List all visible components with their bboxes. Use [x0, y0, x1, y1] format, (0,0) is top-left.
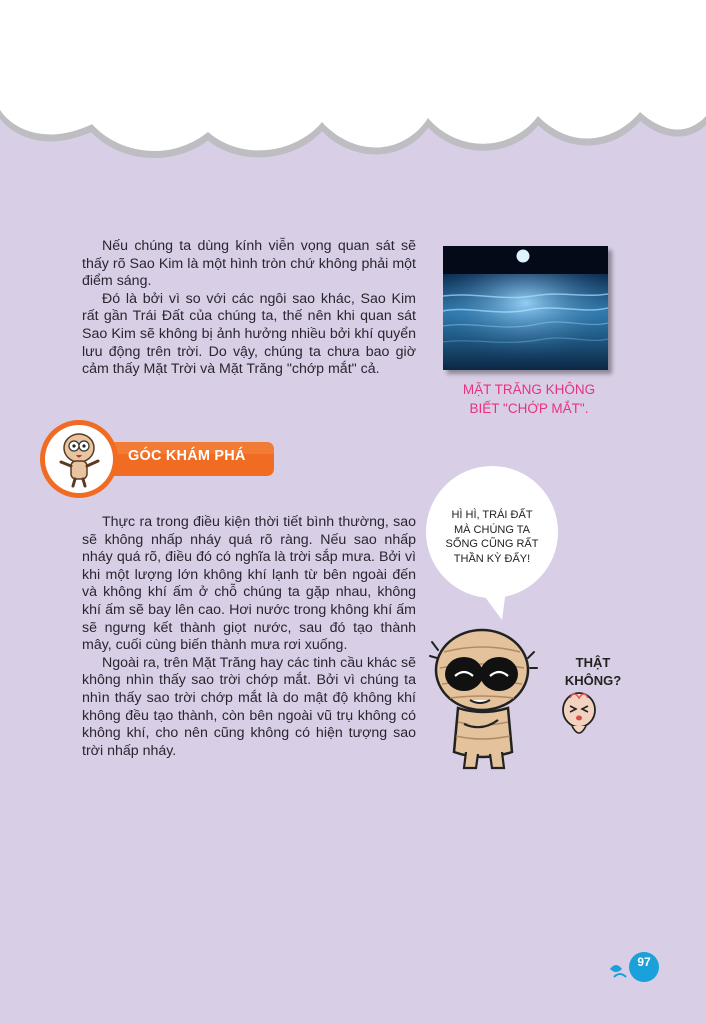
- bubble-line: THẦN KỲ ĐẤY!: [453, 552, 531, 565]
- paragraph: Ngoài ra, trên Mặt Trăng hay các tinh cầu khác sẽ không nhìn thấy sao trời chớp mắt. Bởi vì chúng ta nhìn thấy sao trời chớp mắt là do mật độ không khí không đều tạo thành, còn bên ngoài vũ trụ không có không khí, cho nên cũng không có hiện tượng sao trời nhấp nháy.: [82, 654, 416, 759]
- section-badge-label: GÓC KHÁM PHÁ: [128, 448, 246, 464]
- paragraph: Thực ra trong điều kiện thời tiết bình thường, sao sẽ không nhấp nháy quá rõ ràng. Nếu sao nhấp nháy quá rõ, điều đó có nghĩa là trời sắp mưa. Bởi vì khi một lượng lớn không khí lạnh từ bên ngoài đến và không khí ấm ở chỗ chúng ta gặp nhau, không khí ấm sẽ bay lên cao. Hơi nước trong không khí ấm sẽ ngưng kết thành giọt nước, sau đó tạo thành mây, cuối cùng biến thành mưa rơi xuống.: [82, 514, 416, 654]
- mummy-character: [424, 612, 609, 777]
- moon-over-sea-image: [443, 246, 608, 370]
- cloud-border: [0, 0, 706, 175]
- speech-bubble-text: [432, 508, 552, 566]
- paragraph: Đó là bởi vì so với các ngôi sao khác, Sao Kim rất gần Trái Đất của chúng ta, thế nên khi quan sát Sao Kim sẽ không bị ảnh hưởng nhiều bởi khí quyển lưu động trên trời. Do vậy, chúng ta chưa bao giờ cảm thấy Mặt Trời và Mặt Trăng "chớp mắt" cả.: [82, 290, 416, 378]
- moon-photo-graphic: [443, 246, 608, 370]
- reply-line: KHÔNG?: [564, 673, 622, 688]
- reply-text: [558, 654, 628, 690]
- paragraph: Nếu chúng ta dùng kính viễn vọng quan sát sẽ thấy rõ Sao Kim là một hình tròn chứ không phải một điểm sáng.: [82, 238, 416, 290]
- photo-caption: [438, 380, 620, 418]
- caption-line: MẶT TRĂNG KHÔNG: [462, 382, 596, 397]
- bubble-line: HÌ HÌ, TRÁI ĐẤT: [451, 509, 533, 521]
- page-number: 97: [637, 955, 651, 969]
- intro-text: [82, 238, 416, 379]
- caption-line: BIẾT "CHỚP MẮT".: [469, 401, 589, 416]
- reply-line: THẬT: [575, 655, 611, 670]
- discovery-text: [82, 514, 416, 760]
- startled-character: [563, 693, 595, 733]
- bubble-line: SỐNG CŨNG RẤT: [445, 538, 539, 550]
- bubble-line: MÀ CHÚNG TA: [454, 523, 530, 536]
